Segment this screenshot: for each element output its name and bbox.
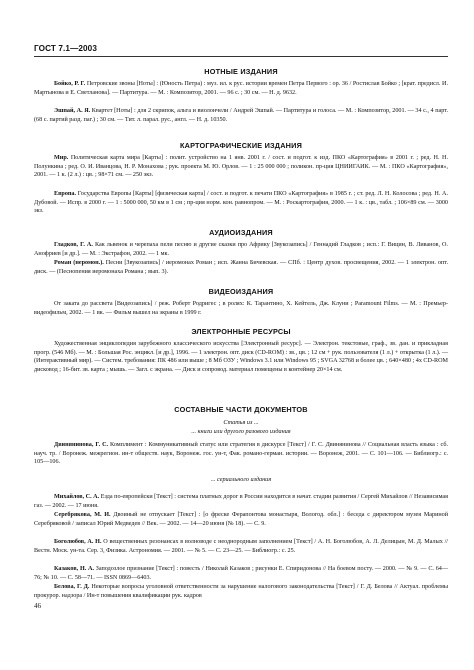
entry-text: Песни [Звукозапись] / иеромонах Роман ; исп. Жанна Бичевская. — СПб. : Центр духов. просвещения, 2002. — 1 электрон. опт. диск. — (Песнопения иеромонаха Романа ; вып. 3). xyxy=(34,260,448,275)
entry-text: От заката до рассвета [Видеозапись] / реж. Роберт Родригес ; в ролях: К. Тарантино, Х. Кейтель, Дж. Клуни ; Paramount Films. — М. : Премьер-видеофильм, 2002. — 1 вк. — Фильм вышел на экраны в 1999 г. xyxy=(34,301,448,316)
entry-title-lead: Мир. xyxy=(54,155,69,161)
entry-text: Государства Европы [Карты] [физическая карта] / сост. и подгот. к печати ПКО «Картография» в 1985 г. ; ст. ред. Л. Н. Колосова ; ред. Н. А. Дубовой. — Испр. в 2000 г. — 1 : 5000 000, 50 км в 1 см ; пр-ция норм. кон. равнопром. — М. : Роскартография, 2000. — 1 к. : цв., табл. ; 106×89 см. — 3000 экз. xyxy=(34,191,448,215)
entry-author: Эшпай, А. Я. xyxy=(54,108,91,114)
entry-title-lead: Европа. xyxy=(54,191,77,197)
entry-video-1 xyxy=(34,300,448,317)
page-number: 46 xyxy=(34,602,41,610)
section-title-video: ВИДЕОИЗДАНИЯ xyxy=(208,287,274,296)
entry-text: Петровские звоны [Ноты] : (Юность Петра) : муз. ил. к рус. истории времен Петра Первого : ор. 36 / Ростислав Бойко ; [крат. предисл. И. Мартынова и Е. Светланова]. — Партитура. — М. : Композитор, 2001. — 96 с. ; 30 см. — Н. д. 9632. xyxy=(34,81,448,96)
entry-electronic-1 xyxy=(34,340,448,375)
entry-author: Казаков, Н. А. xyxy=(54,566,95,572)
header-rule xyxy=(34,56,448,57)
entry-text: Некоторые вопросы уголовной ответственности за нарушение налогового законодательства [Текст] / Г. Д. Белова // Актуал. проблемы прокурор. надзора / Ин-т повышения квалификации рук. кадров xyxy=(34,584,448,599)
entry-text: Политическая карта мира [Карты] : полит. устройство на 1 янв. 2001 г. / сост. и подгот. к изд. ПКО «Картография» в 2001 г. ; ред. Н. Н. Полункина ; ред. О. И. Иванцова, Н. Р. Монахова ; рук. проекта М. Ю. Орлов. — 1 : 25 000 000 ; поликон. пр-ция ЦНИИГАИК. — М. : ПКО «Картография», 2001. — 1 к. (2 л.) : цв. ; 98×71 см. — 250 экз. xyxy=(34,155,448,179)
entry-music-1 xyxy=(34,80,448,97)
entry-audio-2 xyxy=(34,259,448,276)
subheading-book: ... книги или другого разового издания xyxy=(191,428,291,435)
entry-parts-serial-4 xyxy=(34,565,448,582)
entry-parts-serial-5 xyxy=(34,583,448,600)
entry-audio-1 xyxy=(34,241,448,258)
entry-parts-serial-3 xyxy=(34,538,448,555)
entry-maps-2 xyxy=(34,190,448,216)
entry-parts-serial-1 xyxy=(34,493,448,510)
entry-text: Как львенок и черепаха пели песню и другие сказки про Африку [Звукозапись] / Геннадий Гладков ; исп.: Г. Вицин, В. Ливанов, О. Анофриев [и др.]. — М. : Экстрафон, 2002. — 1 мк. xyxy=(34,242,448,257)
entry-author: Белова, Г. Д. xyxy=(54,584,90,590)
entry-author: Серебрякова, М. И. xyxy=(54,512,111,518)
entry-text: Квартет [Ноты] : для 2 скрипок, альта и виолончели / Андрей Эшпай. — Партитура и голоса. — М. : Композитор, 2001. — 34 с., 4 парт. (68 с. партий разд. паг.) ; 30 см. — Тит. л. парал. рус., англ. — Н. д. 10350. xyxy=(34,108,448,123)
subheading-serial: ... сериального издания xyxy=(210,476,272,483)
entry-text: Езда по-европейски [Текст] : система платных дорог в России находится в начат. стадии развития / Сергей Михайлов // Независимая газ. — 2002. — 17 июня. xyxy=(34,494,448,509)
standard-header: ГОСТ 7.1—2003 xyxy=(34,44,97,53)
entry-parts-book-1 xyxy=(34,441,448,467)
entry-author: Роман (неромон.). xyxy=(54,260,104,266)
section-title-music: НОТНЫЕ ИЗДАНИЯ xyxy=(204,67,278,76)
entry-maps-1 xyxy=(34,154,448,180)
entry-author: Гладков, Г. А. xyxy=(54,242,93,248)
section-title-audio: АУДИОИЗДАНИЯ xyxy=(209,228,273,237)
entry-text: Художественная энциклопедия зарубежного классического искусства [Электронный ресурс]. — Электрон. текстовые, граф., зв. дан. и прикладная прогр. (546 Мб). — М. : Большая Рос. энцикл. [и др.], 1996. — 1 электрон. опт. диск (CD-ROM) : зв., цв. ; 12 см + рук. пользователя (1 л.) + открытка (1 л.). — (Интерактивный мир). — Систем. требования: ПК 486 или выше ; 8 Мб ОЗУ ; Windows 3.1 или Windows 95 ; SVGA 32768 и более цв. ; 640×480 ; 4x CD-ROM дисковод ; 16-бит. зв. карта ; мышь. — Загл. с экрана. — Диск и сопровод. материал помещены в контейнер 20×14 см. xyxy=(34,341,448,374)
entry-author: Бойко, Р. Г. xyxy=(54,81,86,87)
entry-author: Михайлов, С. А. xyxy=(54,494,100,500)
entry-author: Боголюбов, А. Н. xyxy=(54,539,102,545)
entry-author: Двинянинова, Г. С. xyxy=(54,442,109,448)
entry-music-2 xyxy=(34,107,448,124)
entry-text: О вещественных резонансах в волноводе с неоднородным заполнением [Текст] / А. Н. Боголюбов, А. Л. Делицын, М. Д. Малых // Вестн. Моск. ун-та. Сер. 3, Физика. Астрономия. — 2001. — № 5. — С. 23—25. — Библиогр.: с. 25. xyxy=(34,539,448,554)
subheading-article-from: Статья из ... xyxy=(223,419,259,426)
section-title-electronic: ЭЛЕКТРОННЫЕ РЕСУРСЫ xyxy=(191,327,291,336)
section-title-parts: СОСТАВНЫЕ ЧАСТИ ДОКУМЕНТОВ xyxy=(174,405,308,414)
section-title-maps: КАРТОГРАФИЧЕСКИЕ ИЗДАНИЯ xyxy=(179,141,303,150)
entry-text: Заподозлое признание [Текст] : повесть / Николай Казаков ; рисунки Е. Спиридонова // На боевом посту. — 2000. — № 9. — С. 64—76; № 10. — С. 58—71. — ISSN 0869—6403. xyxy=(34,566,448,581)
entry-parts-serial-2 xyxy=(34,511,448,528)
entry-text: Двоиный не отпускает [Текст] : [о фреске Ферапонтова монастыря, Вологод. обл.] : беседа с директором музея Мариной Серебряковой / записал Юрий Медведев // Век. — 2002. — 14—20 июня (№ 18). — С. 9. xyxy=(34,512,449,527)
entry-text: Комплимент : Коммуникативный статус или стратегия в дискурсе [Текст] / Г. С. Двинянинова // Социальная власть языка : сб. науч. тр. / Воронеж. межрегион. ин-т обществ. наук, Воронеж. гос. ун-т, Фак. романо-герман. истории. — Воронеж, 2001. — С. 101—106. — Библиогр.: с. 105—106. xyxy=(34,442,448,466)
